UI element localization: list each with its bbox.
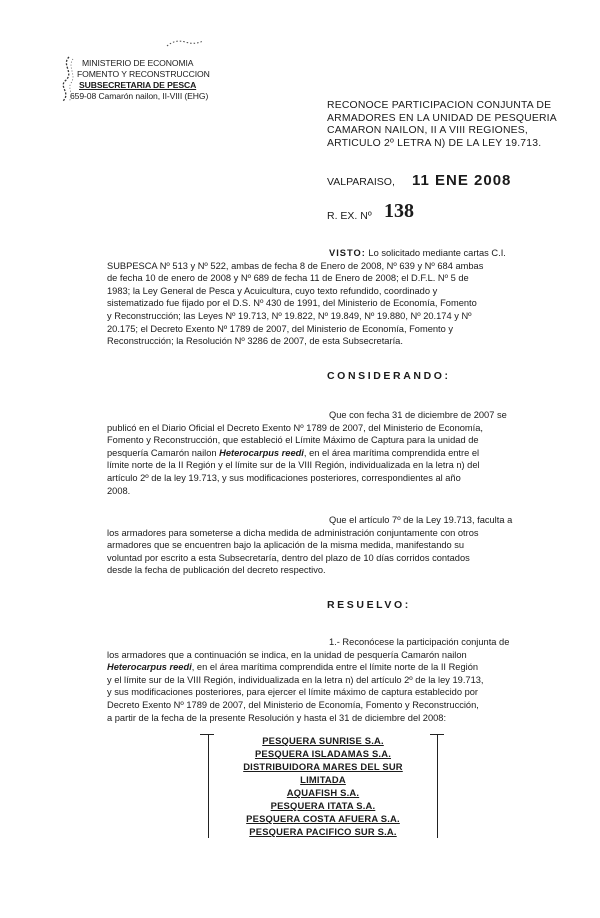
ministry-line-2: FOMENTO Y RECONSTRUCCION xyxy=(77,69,210,79)
resuelvo-section xyxy=(107,636,522,724)
considerando-line: 2008. xyxy=(107,485,131,496)
stamp-dots-icon xyxy=(165,38,205,48)
species-name: Heterocarpus reedi xyxy=(219,447,304,458)
considerando-line: Fomento y Reconstrucción, que estableció el Límite Máximo de Captura para la unidad de xyxy=(107,435,479,446)
date-stamp: 11 ENE 2008 xyxy=(412,172,512,189)
species-name: Heterocarpus reedi xyxy=(107,662,192,673)
visto-line: sistematizado fue fijado por el D.S. Nº 430 de 1991, del Ministerio de Economía, Fomento xyxy=(107,298,477,309)
resuelvo-line: y sus modificaciones posteriores, para ejercer el límite máximo de captura establecido por xyxy=(107,687,479,698)
resuelvo-line: Decreto Exento Nº 1789 de 2007, del Ministerio de Economía, Fomento y Reconstrucción, xyxy=(107,699,479,710)
considerando-line: armadores que se encuentren bajo la aplicación de la misma medida, manifestando su xyxy=(107,540,465,551)
considerando-line: Que el artículo 7º de la Ley 19.713, faculta a xyxy=(329,515,513,525)
table-rule xyxy=(430,734,444,735)
subsecretaria-line: SUBSECRETARIA DE PESCA xyxy=(79,80,197,90)
resuelvo-line: 1.- Reconócese la participación conjunta de xyxy=(329,637,510,647)
company-row: PESQUERA ISLADAMAS S.A. xyxy=(254,748,392,759)
company-row: PESQUERA COSTA AFUERA S.A. xyxy=(246,813,400,824)
visto-line: de fecha 10 de enero de 2008 y Nº 689 de fecha 11 de Enero de 2008; el D.F.L. Nº 5 de xyxy=(107,273,469,284)
considerando-title: CONSIDERANDO: xyxy=(327,370,451,382)
considerando-1 xyxy=(107,409,522,497)
resuelvo-line: y el límite sur de la VIII Región, individualizada en la letra n) del artículo 2º de la ley 19.713, xyxy=(107,674,484,685)
resuelvo-line: Heterocarpus reedi, en el área marítima comprendida entre el límite norte de la II Región xyxy=(107,662,479,673)
resuelvo-title: RESUELVO: xyxy=(327,599,411,611)
ministry-line: MINISTERIO DE ECONOMIA xyxy=(82,58,194,68)
place: VALPARAISO, xyxy=(327,176,395,188)
title-line: CAMARON NAILON, II A VIII REGIONES, xyxy=(327,125,529,136)
company-row: AQUAFISH S.A. xyxy=(286,787,360,798)
considerando-line: Que con fecha 31 de diciembre de 2007 se xyxy=(329,410,507,420)
rex-label: R. EX. Nº xyxy=(327,210,372,222)
company-row: PESQUERA ITATA S.A. xyxy=(270,800,376,811)
companies-table xyxy=(208,734,438,838)
company-row: LIMITADA xyxy=(300,774,346,785)
considerando-line: voluntad por escrito a esta Subsecretaría, dentro del plazo de 10 días corridos contados xyxy=(107,552,470,563)
resuelvo-line: los armadores que a continuación se indica, en la unidad de pesquería Camarón nailon xyxy=(107,649,467,660)
visto-line: 20.175; el Decreto Exento Nº 1789 de 2007, del Ministerio de Economía, Fomento y xyxy=(107,323,454,334)
title-line: ARTICULO 2º LETRA N) DE LA LEY 19.713. xyxy=(327,137,542,149)
title-line: ARMADORES EN LA UNIDAD DE PESQUERIA xyxy=(327,112,557,124)
considerando-line: pesquería Camarón nailon Heterocarpus reedi, en el área marítima comprendida entre el xyxy=(107,447,480,458)
visto-label: VISTO: xyxy=(329,248,366,258)
company-row: DISTRIBUIDORA MARES DEL SUR xyxy=(243,761,403,772)
visto-line: Reconstrucción; la Resolución Nº 3286 de 2007, de esta Subsecretaría. xyxy=(107,336,403,347)
considerando-2 xyxy=(107,514,522,577)
considerando-line: desde la fecha de publicación del decreto respectivo. xyxy=(107,565,326,576)
document-title xyxy=(327,100,557,150)
considerando-line: los armadores para someterse a dicha medida de administración conjuntamente con otros xyxy=(107,527,479,538)
visto-line: Lo solicitado mediante cartas C.I. xyxy=(368,248,506,258)
visto-line: y Reconstrucción; las Leyes Nº 19.713, Nº 19.822, Nº 19.849, Nº 19.880, Nº 20.174 y Nº xyxy=(107,310,472,321)
visto-section xyxy=(107,247,522,348)
visto-first-line xyxy=(107,247,522,260)
visto-line: 1983; la Ley General de Pesca y Acuicultura, cuyo texto refundido, coordinado y xyxy=(107,285,438,296)
company-row: PESQUERA SUNRISE S.A. xyxy=(262,735,384,746)
considerando-line: artículo 2º de la ley 19.713, y sus modificaciones posteriores, correspondientes al año xyxy=(107,472,461,483)
considerando-line: publicó en el Diario Oficial el Decreto Exento Nº 1789 de 2007, del Ministerio de Economía, xyxy=(107,422,483,433)
title-line: RECONOCE PARTICIPACION CONJUNTA DE xyxy=(327,100,552,111)
company-row: PESQUERA PACIFICO SUR S.A. xyxy=(249,826,397,837)
reference-line: 659-08 Camarón nailon, II-VIII (EHG) xyxy=(70,91,209,101)
visto-line: SUBPESCA Nº 513 y Nº 522, ambas de fecha 8 de Enero de 2008, Nº 639 y Nº 684 ambas xyxy=(107,260,484,271)
considerando-line: límite norte de la II Región y el límite sur de la VIII Región, individualizada en la letra n) del xyxy=(107,460,480,471)
table-rule xyxy=(200,734,214,735)
resuelvo-line: a partir de la fecha de la presente Resolución y hasta el 31 de diciembre del 2008: xyxy=(107,712,447,723)
rex-number: 138 xyxy=(384,200,414,222)
